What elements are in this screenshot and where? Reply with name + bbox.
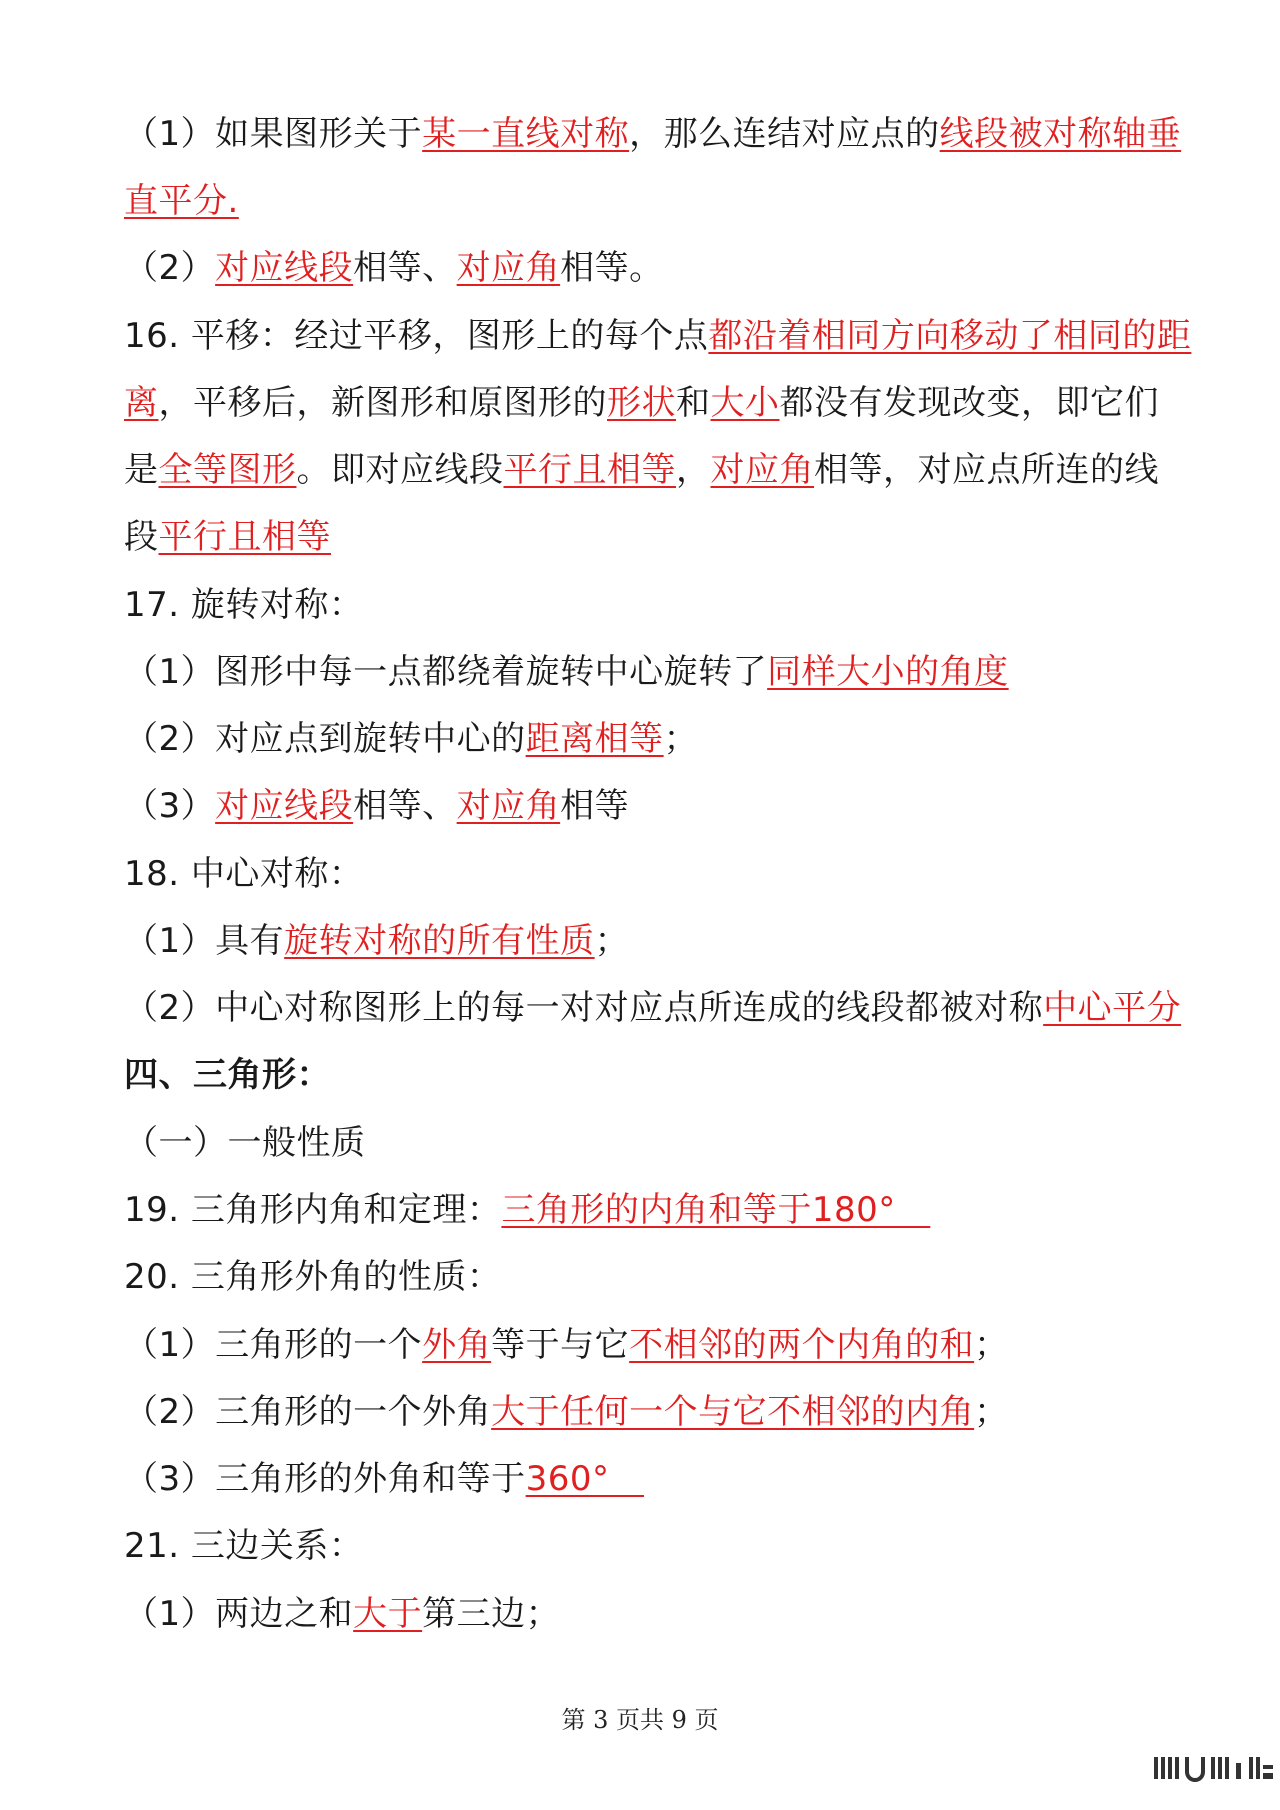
text-line xyxy=(0,514,1280,560)
answer-text: 不相邻的两个内角的和 xyxy=(629,1325,975,1365)
text-line xyxy=(0,649,1280,695)
text-line xyxy=(0,111,1280,157)
line-text: 相等、 xyxy=(353,248,457,288)
answer-text: 三角形的内角和等于180° xyxy=(501,1190,931,1230)
line-text: 段 xyxy=(124,517,159,557)
line-text: （2） xyxy=(124,248,216,288)
answer-text: 外角 xyxy=(422,1325,492,1365)
line-text: （3） xyxy=(124,786,216,826)
text-line xyxy=(0,1322,1280,1368)
line-text: 19. 三角形内角和定理： xyxy=(124,1190,502,1230)
line-text: （1）具有 xyxy=(124,921,285,961)
line-text: ， xyxy=(676,450,711,490)
answer-text: 中心平分 xyxy=(1043,988,1182,1028)
line-text: （一）一般性质 xyxy=(124,1123,366,1163)
answer-text: 形状 xyxy=(607,383,676,423)
text-line xyxy=(0,985,1280,1031)
line-text: ，平移后，新图形和原图形的 xyxy=(158,383,607,423)
text-line xyxy=(0,178,1280,224)
text-line xyxy=(0,1187,1280,1233)
text-line xyxy=(0,1389,1280,1435)
answer-text: 同样大小的角度 xyxy=(767,652,1009,692)
answer-text: 平行且相等 xyxy=(158,517,331,557)
line-text: ； xyxy=(974,1325,1009,1365)
line-text: （1）三角形的一个 xyxy=(124,1325,423,1365)
line-text: （2）三角形的一个外角 xyxy=(124,1392,492,1432)
watermark-logo-icon xyxy=(1152,1751,1276,1785)
text-line xyxy=(0,380,1280,426)
answer-text: 对应线段 xyxy=(215,786,354,826)
line-text: （2）中心对称图形上的每一对对应点所连成的线段都被对称 xyxy=(124,988,1044,1028)
answer-text: 360° xyxy=(525,1459,645,1499)
line-text: ； xyxy=(663,719,699,759)
text-line xyxy=(0,1591,1280,1637)
line-text: 都没有发现改变，即它们 xyxy=(779,383,1159,423)
text-line xyxy=(0,783,1280,829)
line-text: 。即对应线段 xyxy=(296,450,504,490)
line-text: 和 xyxy=(676,383,711,423)
answer-text: 距离相等 xyxy=(525,719,664,759)
line-text: （3）三角形的外角和等于 xyxy=(124,1459,526,1499)
text-line xyxy=(0,582,1280,628)
line-text: 相等、 xyxy=(353,786,457,826)
line-text: 第三边； xyxy=(422,1594,561,1634)
line-text: 21. 三边关系： xyxy=(124,1526,364,1566)
answer-text: 对应角 xyxy=(456,248,561,288)
text-line xyxy=(0,851,1280,897)
text-line xyxy=(0,1523,1280,1569)
line-text: 16. 平移：经过平移，图形上的每个点 xyxy=(124,316,709,356)
answer-text: 直平分. xyxy=(124,181,239,221)
answer-text: 平行且相等 xyxy=(503,450,676,490)
text-line xyxy=(0,918,1280,964)
page-footer: 第 3 页共 9 页 xyxy=(561,1706,719,1734)
line-text: 17. 旋转对称： xyxy=(124,585,364,625)
text-line xyxy=(0,447,1280,493)
text-line xyxy=(0,245,1280,291)
answer-text: 线段被对称轴垂 xyxy=(939,114,1182,154)
answer-text: 对应角 xyxy=(710,450,814,490)
text-line xyxy=(0,1120,1280,1166)
answer-text: 大小 xyxy=(710,383,780,423)
line-text: 相等。 xyxy=(560,248,664,288)
line-text: （1）两边之和 xyxy=(124,1594,354,1634)
answer-text: 都沿着相同方向移动了相同的距 xyxy=(708,316,1192,356)
text-line xyxy=(0,716,1280,762)
answer-text: 大于 xyxy=(353,1594,423,1634)
line-text: 是 xyxy=(124,450,159,490)
line-text: 18. 中心对称： xyxy=(124,854,364,894)
line-text: 等于与它 xyxy=(491,1325,630,1365)
line-text: （2）对应点到旋转中心的 xyxy=(124,719,526,759)
answer-text: 全等图形 xyxy=(158,450,297,490)
answer-text: 大于任何一个与它不相邻的内角 xyxy=(491,1392,975,1432)
answer-text: 旋转对称的所有性质 xyxy=(284,921,595,961)
text-line xyxy=(0,313,1280,359)
line-text: 四、三角形： xyxy=(124,1055,331,1095)
line-text: （1）如果图形关于 xyxy=(124,114,423,154)
line-text: 20. 三角形外角的性质： xyxy=(124,1257,502,1297)
line-text: 相等 xyxy=(560,786,630,826)
line-text: ，那么连结对应点的 xyxy=(629,114,940,154)
line-text: （1）图形中每一点都绕着旋转中心旋转了 xyxy=(124,652,768,692)
text-line xyxy=(0,1052,1280,1098)
line-text: ； xyxy=(594,921,630,961)
answer-text: 某一直线对称 xyxy=(422,114,630,154)
answer-text: 离 xyxy=(124,383,159,423)
text-line xyxy=(0,1456,1280,1502)
line-text: 相等，对应点所连的线 xyxy=(814,450,1159,490)
line-text: ； xyxy=(974,1392,1009,1432)
answer-text: 对应线段 xyxy=(215,248,354,288)
text-line xyxy=(0,1254,1280,1300)
answer-text: 对应角 xyxy=(456,786,561,826)
